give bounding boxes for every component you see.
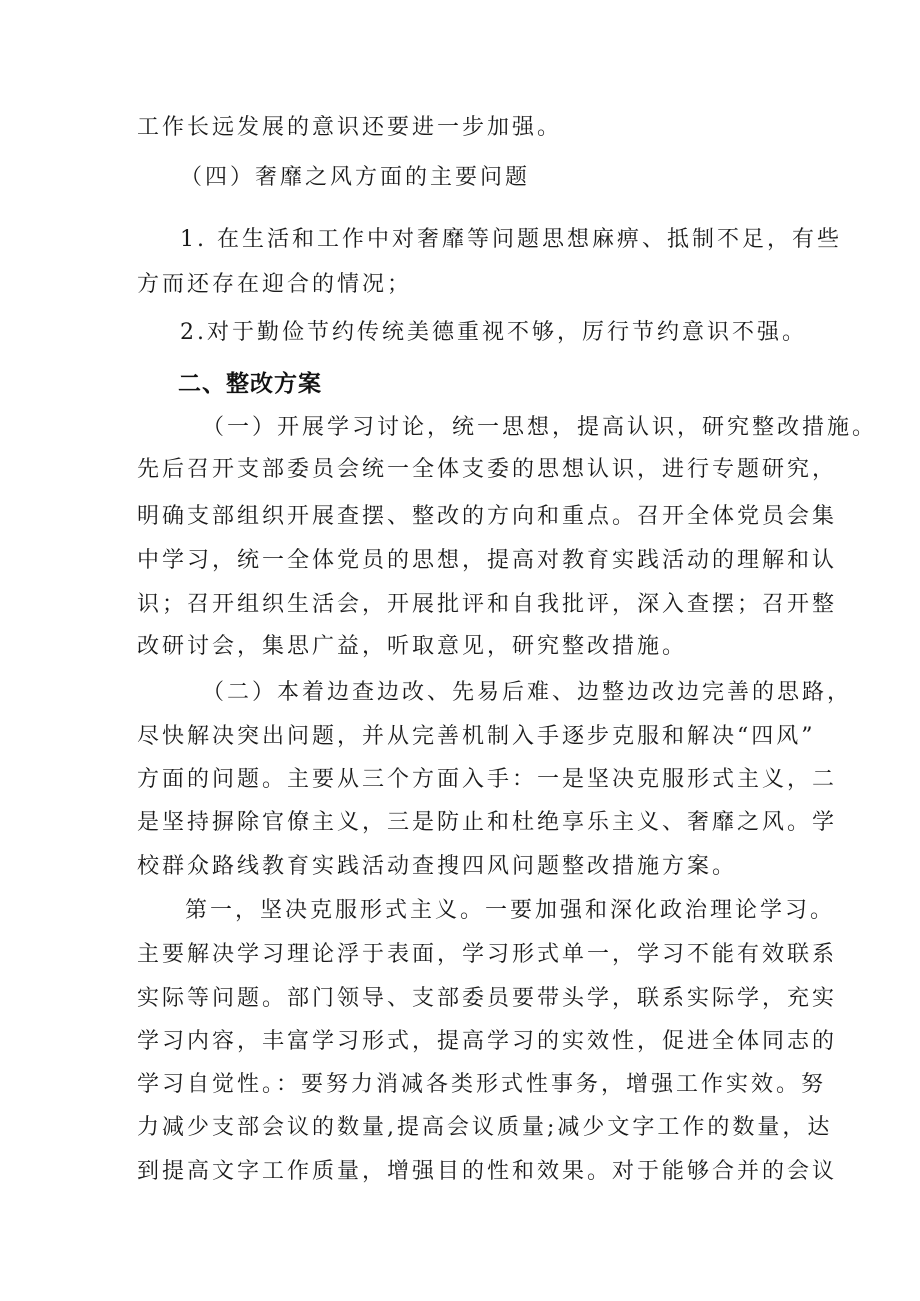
- paragraph-3-line: 学习内容，丰富学习形式，提高学习的实效性，促进全体同志的: [137, 1029, 838, 1054]
- paragraph-1-line: 先后召开支部委员会统一全体支委的思想认识，进行专题研究，: [137, 457, 838, 482]
- paragraph-2-line: 校群众路线教育实践活动查搜四风问题整改措施方案。: [137, 854, 738, 879]
- paragraph-3-line: 到提高文字工作质量，增强目的性和效果。对于能够合并的会议: [137, 1159, 838, 1184]
- list-item-1-line-2: 方而还存在迎合的情况；: [137, 272, 413, 297]
- paragraph-2-line: （二）本着边查边改、先易后难、边整边改边完善的思路，: [202, 680, 853, 705]
- paragraph-3-line: 第一，坚决克服形式主义。一要加强和深化政治理论学习。: [185, 898, 836, 923]
- paragraph-1-line: 改研讨会，集思广益，听取意见，研究整改措施。: [137, 634, 688, 659]
- paragraph-2-line: 是坚持摒除官僚主义，三是防止和杜绝享乐主义、奢靡之风。学: [137, 810, 838, 835]
- paragraph-3-line: 实际等问题。部门领导、支部委员要带头学，联系实际学，充实: [137, 986, 838, 1011]
- paragraph-1-line: 识；召开组织生活会，开展批评和自我批评，深入查摆；召开整: [137, 592, 838, 617]
- paragraph-continuation: 工作长远发展的意识还要进一步加强。: [137, 115, 563, 140]
- list-item-2: 2.对于勤俭节约传统美德重视不够，厉行节约意识不强。: [180, 320, 807, 345]
- paragraph-2-line: 方面的问题。主要从三个方面入手：一是坚决克服形式主义，二: [137, 767, 838, 792]
- paragraph-1-line: 中学习，统一全体党员的思想，提高对教育实践活动的理解和认: [137, 548, 838, 573]
- paragraph-2-line: 尽快解决突出问题，并从完善机制入手逐步克服和解决“四风”: [137, 724, 816, 749]
- subsection-title: （四）奢靡之风方面的主要问题: [180, 165, 531, 190]
- paragraph-3-line: 力减少支部会议的数量,提高会议质量;减少文字工作的数量，达: [137, 1115, 833, 1140]
- paragraph-3-line: 学习自觉性。：要努力消减各类形式性事务，增强工作实效。努: [137, 1072, 827, 1097]
- paragraph-1-line: （一）开展学习讨论，统一思想，提高认识，研究整改措施。: [202, 415, 878, 440]
- paragraph-1-line: 明确支部组织开展查摆、整改的方向和重点。召开全体党员会集: [137, 504, 838, 529]
- list-item-1-line-1: 1. 在生活和工作中对奢靡等问题思想麻痹、抵制不足，有些: [180, 227, 842, 252]
- section-heading: 二、整改方案: [178, 371, 322, 397]
- paragraph-3-line: 主要解决学习理论浮于表面，学习形式单一，学习不能有效联系: [137, 942, 838, 967]
